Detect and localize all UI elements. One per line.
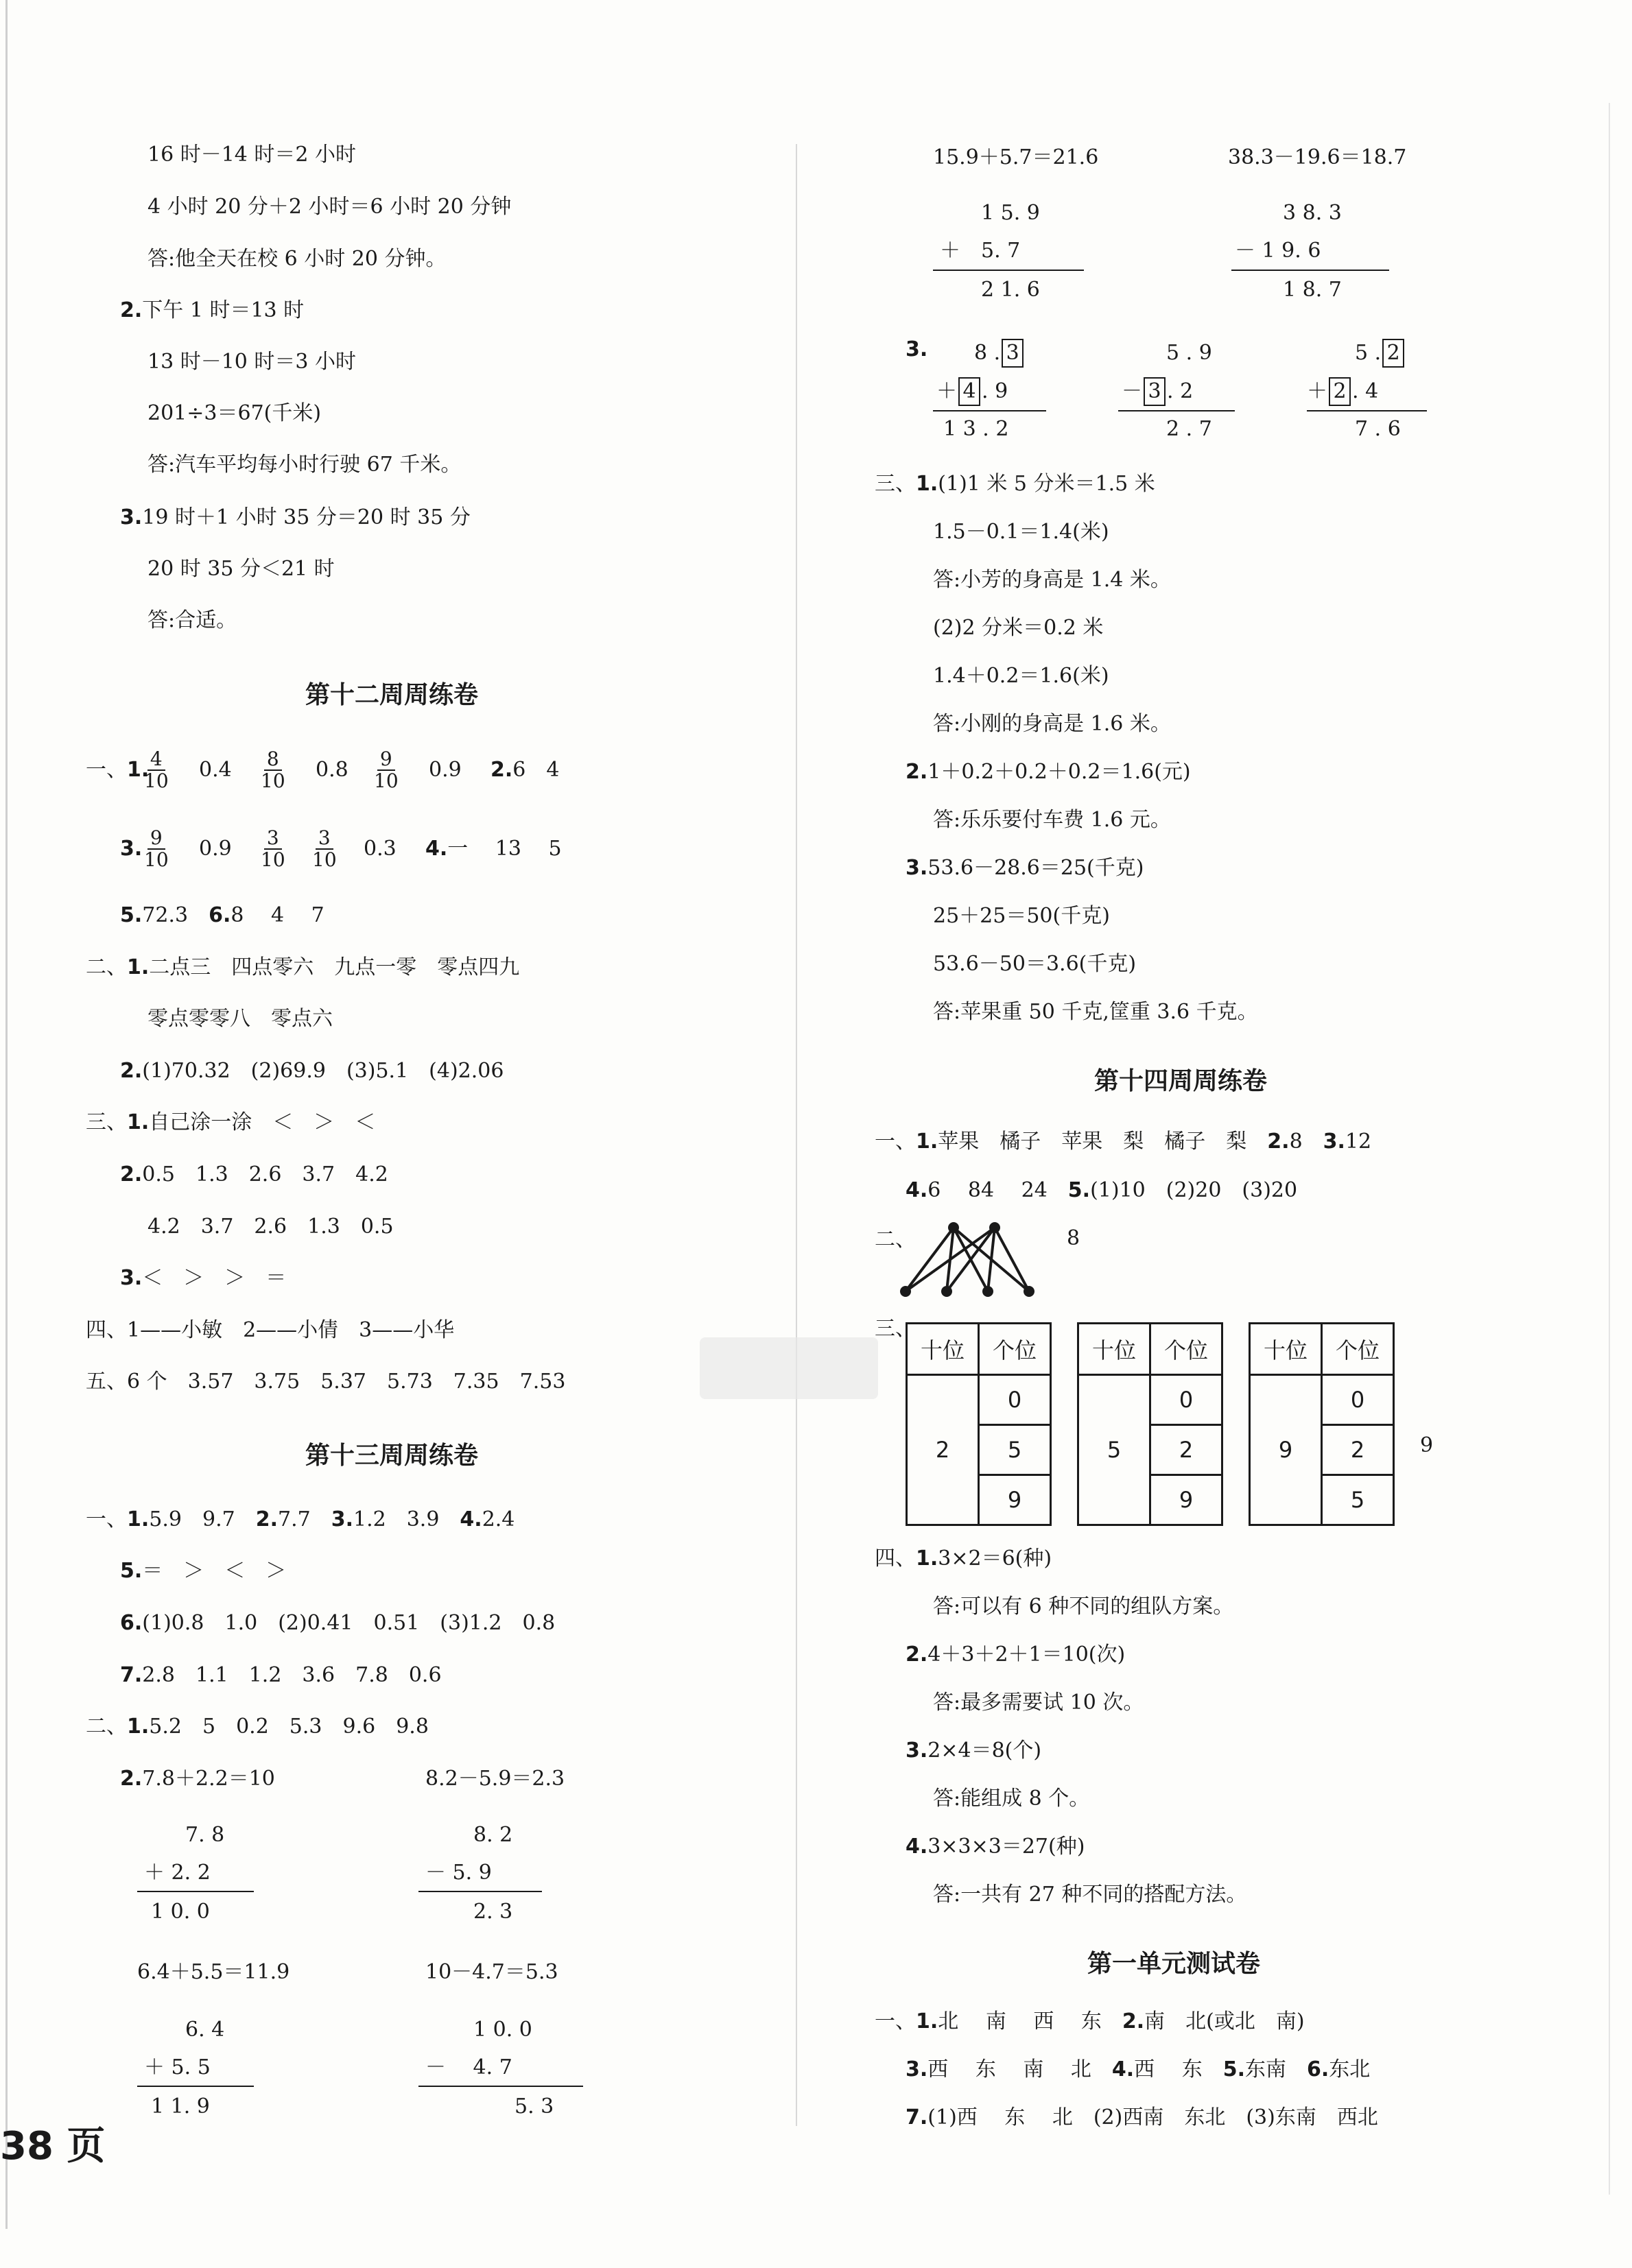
answer-line: 20 时 35 分＜21 时 — [147, 557, 335, 581]
vertical-calc-row: － 4. 7 — [425, 2055, 512, 2079]
vertical-calc-row: 5. 3 — [515, 2094, 554, 2118]
answer-line: 1.5－0.1＝1.4(米) — [933, 520, 1109, 544]
answer-line: 201÷3＝67(千米) — [147, 401, 322, 425]
answer-line: 一、1.北 南 西 东 2.南 北(或北 南) — [875, 2009, 1305, 2033]
answer-line: 3.2×4＝8(个) — [906, 1739, 1042, 1763]
ones-value: 5 — [1322, 1475, 1394, 1525]
answer-line: 7.(1)西 东 北 (2)西南 东北 (3)东南 西北 — [906, 2105, 1378, 2129]
answer-line: 答:可以有 6 种不同的组队方案。 — [933, 1595, 1234, 1619]
vertical-calc-row: 1 3 . 2 — [943, 417, 1009, 441]
answer-line: 五、6 个 3.57 3.75 5.37 5.73 7.35 7.53 — [86, 1370, 566, 1394]
answer-line: 一、1.苹果 橘子 苹果 梨 橘子 梨 2.8 3.12 — [875, 1130, 1372, 1154]
answer-line: 答:小刚的身高是 1.6 米。 — [933, 712, 1171, 736]
answer-line: 2.下午 1 时＝13 时 — [120, 298, 305, 322]
tens-header: 十位 — [907, 1324, 979, 1375]
ones-value: 9 — [979, 1475, 1051, 1525]
answer-line: 4 小时 20 分＋2 小时＝6 小时 20 分钟 — [147, 195, 512, 219]
page-number: 38 页 — [0, 2124, 106, 2169]
column-divider — [796, 144, 797, 2126]
matching-graph — [899, 1221, 1056, 1303]
place-value-table — [1077, 1322, 1223, 1526]
tens-header: 十位 — [1250, 1324, 1322, 1375]
vertical-calc-row: － 3 . 2 — [1122, 372, 1193, 411]
answer-line: 25＋25＝50(千克) — [933, 904, 1110, 928]
answer-line: 3. — [120, 837, 143, 861]
section-heading: 第一单元测试卷 — [1087, 1950, 1261, 1978]
answer-line: 零点零零八 零点六 — [147, 1007, 333, 1031]
answer-line: 2.6 4 — [490, 758, 560, 782]
ones-value: 2 — [1150, 1425, 1222, 1475]
ones-header: 个位 — [1150, 1324, 1222, 1375]
vertical-calc-row: ＋ 5. 7 — [940, 239, 1021, 263]
answer-line: 5.72.3 6.8 4 7 — [120, 903, 324, 927]
answer-line: 5.＝ ＞ ＜ ＞ — [120, 1559, 287, 1583]
calc-rule — [137, 2086, 254, 2087]
answer-line: 三、 — [875, 1317, 916, 1341]
answer-line: 3.19 时＋1 小时 35 分＝20 时 35 分 — [120, 505, 471, 529]
answer-line: 四、1——小敏 2——小倩 3——小华 — [86, 1318, 455, 1342]
fraction: $\frac{9}{10}$ — [374, 748, 399, 792]
answer-line: 16 时－14 时＝2 小时 — [147, 143, 357, 167]
answer-line: 答:苹果重 50 千克,筐重 3.6 千克。 — [933, 1000, 1258, 1024]
answer-value: 0.3 — [364, 837, 397, 861]
vertical-calc-row: 1 8. 7 — [1283, 278, 1342, 302]
vertical-calc-row: 8. 2 — [473, 1823, 513, 1847]
ones-value: 0 — [1322, 1375, 1394, 1425]
answer-line: 2.7.8＋2.2＝10 — [120, 1767, 275, 1791]
answer-line: 7.2.8 1.1 1.2 3.6 7.8 0.6 — [120, 1663, 442, 1687]
answer-value: 8 — [1067, 1226, 1080, 1250]
vertical-calc-row: 1 1. 9 — [151, 2094, 210, 2118]
answer-value: 9 — [1420, 1433, 1434, 1457]
answer-line: 答:合适。 — [147, 608, 237, 632]
answer-line: 13 时－10 时＝3 小时 — [147, 350, 357, 374]
answer-line: 二、1.二点三 四点零六 九点一零 零点四九 — [86, 955, 520, 979]
fraction: $\frac{3}{10}$ — [312, 826, 337, 871]
answer-line: 答:能组成 8 个。 — [933, 1787, 1090, 1811]
fraction: $\frac{9}{10}$ — [144, 826, 169, 871]
answer-line: 四、1.3×2＝6(种) — [875, 1547, 1052, 1571]
answer-line: 4.2 3.7 2.6 1.3 0.5 — [147, 1215, 394, 1239]
answer-value: 0.9 — [429, 758, 462, 782]
answer-line: 1.4＋0.2＝1.6(米) — [933, 664, 1109, 688]
answer-line: 答:他全天在校 6 小时 20 分钟。 — [147, 247, 447, 271]
answer-line: 三、1.自己涂一涂 ＜ ＞ ＜ — [86, 1110, 376, 1134]
answer-line: 一、1. — [86, 758, 150, 782]
answer-line: 答:最多需要试 10 次。 — [933, 1691, 1144, 1715]
answer-line: 3.53.6－28.6＝25(千克) — [906, 856, 1144, 880]
answer-value: 0.4 — [199, 758, 232, 782]
answer-line: 4.6 84 24 5.(1)10 (2)20 (3)20 — [906, 1178, 1298, 1202]
ones-value: 0 — [1150, 1375, 1222, 1425]
answer-line: 三、1.(1)1 米 5 分米＝1.5 米 — [875, 472, 1155, 496]
vertical-calc-row: ＋ 2. 2 — [144, 1861, 211, 1885]
vertical-calc-row: 2 . 7 — [1166, 417, 1212, 441]
ones-header: 个位 — [1322, 1324, 1394, 1375]
calc-rule — [418, 2086, 583, 2087]
vertical-calc-row: 5 . 2 — [1355, 334, 1406, 372]
answer-line: 53.6－50＝3.6(千克) — [933, 952, 1137, 976]
vertical-calc-row: 5 . 9 — [1166, 341, 1212, 365]
answer-line: 答:乐乐要付车费 1.6 元。 — [933, 808, 1171, 832]
answer-line: 2.4＋3＋2＋1＝10(次) — [906, 1643, 1126, 1667]
answer-line: 答:一共有 27 种不同的搭配方法。 — [933, 1883, 1247, 1907]
tens-header: 十位 — [1078, 1324, 1150, 1375]
answer-line: 答:汽车平均每小时行驶 67 千米。 — [147, 453, 462, 477]
answer-line: 2.(1)70.32 (2)69.9 (3)5.1 (4)2.06 — [120, 1059, 504, 1083]
section-heading: 第十二周周练卷 — [305, 681, 479, 709]
answer-line: (2)2 分米＝0.2 米 — [933, 616, 1104, 640]
vertical-calc-row: － 5. 9 — [425, 1861, 492, 1885]
place-value-table — [1249, 1322, 1395, 1526]
vertical-calc-row: 1 0. 0 — [473, 2018, 532, 2042]
ones-header: 个位 — [979, 1324, 1051, 1375]
answer-line: 二、1.5.2 5 0.2 5.3 9.6 9.8 — [86, 1715, 429, 1739]
vertical-calc-row: 7 . 6 — [1355, 417, 1401, 441]
section-heading: 第十三周周练卷 — [305, 1442, 479, 1470]
vertical-calc-row: ＋ 2 . 4 — [1307, 372, 1378, 411]
answer-line: 答:小芳的身高是 1.4 米。 — [933, 568, 1171, 592]
vertical-calc-row: 6. 4 — [185, 2018, 225, 2042]
fraction: $\frac{4}{10}$ — [144, 748, 169, 792]
vertical-calc-row: 2. 3 — [473, 1900, 513, 1924]
answer-line: 3.西 东 南 北 4.西 东 5.东南 6.东北 — [906, 2057, 1371, 2081]
answer-line: 2.0.5 1.3 2.6 3.7 4.2 — [120, 1162, 388, 1186]
tens-value: 2 — [907, 1375, 979, 1525]
vertical-calc-row: ＋ 4 . 9 — [936, 372, 1008, 411]
ones-value: 2 — [1322, 1425, 1394, 1475]
answer-line: 6.4＋5.5＝11.9 — [137, 1960, 290, 1984]
tens-value: 5 — [1078, 1375, 1150, 1525]
page-edge — [5, 0, 8, 2229]
calc-rule — [137, 1891, 254, 1892]
ones-value: 5 — [979, 1425, 1051, 1475]
answer-line: 38.3－19.6＝18.7 — [1228, 145, 1407, 169]
answer-line: 4.3×3×3＝27(种) — [906, 1835, 1085, 1859]
vertical-calc-row: 1 5. 9 — [981, 201, 1040, 225]
fraction: $\frac{8}{10}$ — [261, 748, 285, 792]
answer-line: 15.9＋5.7＝21.6 — [933, 145, 1099, 169]
place-value-table — [906, 1322, 1052, 1526]
fraction: $\frac{3}{10}$ — [261, 826, 285, 871]
scan-smudge — [700, 1337, 878, 1399]
answer-line: 一、1.5.9 9.7 2.7.7 3.1.2 3.9 4.2.4 — [86, 1507, 515, 1531]
answer-line: 6.(1)0.8 1.0 (2)0.41 0.51 (3)1.2 0.8 — [120, 1611, 556, 1635]
tens-value: 9 — [1250, 1375, 1322, 1525]
answer-line: 二、 — [875, 1228, 916, 1252]
answer-line: 8.2－5.9＝2.3 — [425, 1767, 565, 1791]
answer-value: 0.8 — [316, 758, 348, 782]
answer-line: 3.＜ ＞ ＞ ＝ — [120, 1266, 287, 1290]
right-edge — [1609, 103, 1610, 2195]
answer-line: 10－4.7＝5.3 — [425, 1960, 558, 1984]
answer-line: 3. — [906, 337, 928, 361]
vertical-calc-row: 3 8. 3 — [1283, 201, 1342, 225]
answer-line: 2.1＋0.2＋0.2＋0.2＝1.6(元) — [906, 760, 1191, 784]
ones-value: 9 — [1150, 1475, 1222, 1525]
calc-rule — [418, 1891, 542, 1892]
vertical-calc-row: ＋ 5. 5 — [144, 2055, 211, 2079]
vertical-calc-row: 7. 8 — [185, 1823, 225, 1847]
section-heading: 第十四周周练卷 — [1094, 1067, 1268, 1095]
ones-value: 0 — [979, 1375, 1051, 1425]
vertical-calc-row: － 1 9. 6 — [1235, 239, 1321, 263]
answer-value: 0.9 — [199, 837, 232, 861]
vertical-calc-row: 8 . 3 — [974, 334, 1025, 372]
vertical-calc-row: 2 1. 6 — [981, 278, 1040, 302]
answer-line: 4.一 13 5 — [425, 837, 562, 861]
vertical-calc-row: 1 0. 0 — [151, 1900, 210, 1924]
